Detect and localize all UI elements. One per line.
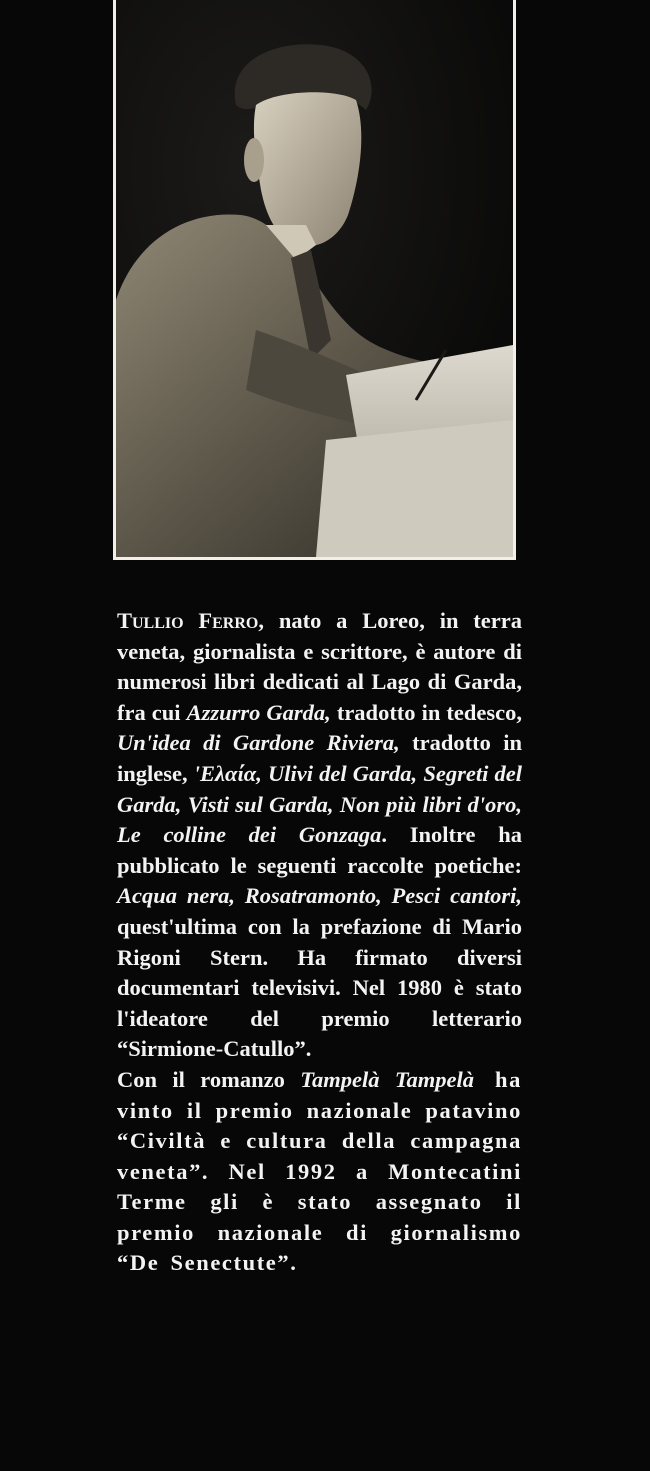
bio-paragraph-2: Con il romanzo Tampelà Tampelà ha vinto il premio nazionale patavino “Civiltà e cultura della campagna veneta”. Nel 1992 a Montecatini Terme gli è stato assegnato il premio nazionale di giornalismo “De Senectute”. xyxy=(117,1066,522,1276)
bio-paragraph-1: Tullio Ferro, nato a Loreo, in terra veneta, giornalista e scrittore, è autore di numerosi libri dedicati al Lago di Garda, fra cui Azzurro Garda, tradotto in tedesco, Un'idea di Gardone Riviera, tradotto in inglese, 'Ελαία, Ulivi del Garda, Segreti del Garda, Visti sul Garda, Non più libri d'oro, Le colline dei Gonzaga. Inoltre ha pubblicato le seguenti raccolte poetiche: Acqua nera, Rosatramonto, Pesci cantori, quest'ultima con la prefazione di Mario Rigoni Stern. Ha firmato diversi documentari televisivi. Nel 1980 è stato l'ideatore del premio letterario “Sirmione-Catullo”. xyxy=(117,608,522,1062)
author-photo-frame xyxy=(113,0,516,560)
author-biography xyxy=(117,606,522,1279)
author-photo xyxy=(116,0,513,557)
author-name: Tullio Ferro xyxy=(117,608,259,633)
